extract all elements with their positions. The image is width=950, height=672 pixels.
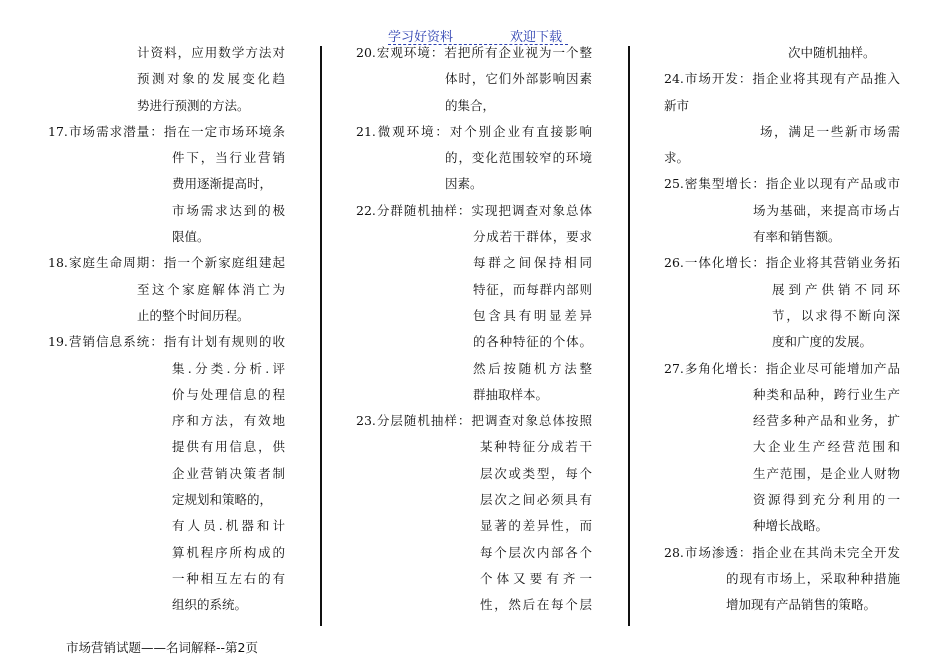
text-line: 有率和销售额。	[753, 229, 841, 245]
text-line: 27.多角化增长：指企业尽可能增加产品	[664, 360, 900, 376]
text-line: 场为基础，来提高市场占	[753, 202, 900, 218]
header-link-download[interactable]: 欢迎下载	[510, 30, 563, 45]
text-line: 17.市场需求潜量：指在一定市场环境条	[48, 123, 285, 139]
text-line: 的现有市场上，采取种种措施	[726, 570, 900, 586]
text-line: 件下，当行业营销	[172, 150, 285, 166]
text-line: 费用逐渐提高时，	[172, 176, 273, 192]
text-line: 28.市场渗透：指企业在其尚未完全开发	[664, 544, 900, 560]
text-line: 群抽取样本。	[473, 386, 549, 402]
text-line: 限值。	[172, 229, 210, 245]
page-footer: 市场营销试题——名词解释--第2页	[66, 640, 258, 655]
text-line: 每个层次内部各个	[480, 544, 592, 560]
text-line: 层次或类型，每个	[480, 465, 592, 481]
text-line: 显著的差异性，而	[480, 518, 592, 534]
text-line: 增加现有产品销售的策略。	[726, 597, 877, 613]
text-line: 每群之间保持相同	[473, 255, 592, 271]
text-line: 提供有用信息，供	[172, 439, 285, 455]
header-link-study[interactable]: 学习好资料	[388, 30, 454, 45]
text-line: 集.分类.分析.评	[172, 360, 285, 376]
text-line: 26.一体化增长：指企业将其营销业务拓	[664, 255, 900, 271]
text-line: 经营多种产品和业务，扩	[753, 413, 900, 429]
text-line: 层次之间必须具有	[480, 492, 592, 508]
text-line: 的集合，	[445, 97, 496, 113]
text-line: 计资料，应用数学方法对	[137, 45, 285, 60]
text-line: 某种特征分成若干	[480, 439, 592, 455]
text-column-right	[0, 40, 900, 619]
text-line: 一种相互左右的有	[172, 570, 285, 586]
text-line: 价与处理信息的程	[172, 386, 285, 402]
text-line: 24.市场开发：指企业将其现有产品推入	[664, 71, 900, 87]
text-line: 23.分层随机抽样：把调查对象总体按照	[356, 413, 592, 429]
text-line: 性，然后在每个层	[480, 597, 592, 613]
text-line: 生产范围，是企业人财物	[753, 465, 900, 481]
text-line: 资源得到充分利用的一	[753, 492, 900, 508]
text-line: 止的整个时间历程。	[137, 307, 250, 323]
text-line: 市场需求达到的极	[172, 202, 285, 218]
text-line: 算机程序所构成的	[172, 544, 285, 560]
text-line: 然后按随机方法整	[473, 360, 592, 376]
text-line: 势进行预测的方法。	[137, 97, 250, 113]
text-line: 预测对象的发展变化趋	[137, 71, 285, 87]
text-line: 至这个家庭解体消亡为	[137, 281, 285, 297]
text-line: 展到产供销不同环	[772, 281, 900, 297]
text-line: 包含具有明显差异	[473, 307, 592, 323]
text-line: 定规划和策略的，	[172, 492, 273, 508]
text-line: 有人员.机器和计	[172, 518, 285, 534]
text-line: 因素。	[445, 176, 483, 192]
text-line: 25.密集型增长：指企业以现有产品或市	[664, 176, 900, 192]
text-line: 种增长战略。	[753, 518, 829, 534]
text-line: 的各种特征的个体。	[473, 334, 592, 350]
text-line: 组织的系统。	[172, 597, 248, 613]
text-line: 求。	[664, 150, 690, 166]
text-line: 体时，它们外部影响因素	[445, 71, 592, 87]
text-line: 19.营销信息系统：指有计划有规则的收	[48, 334, 285, 350]
text-line: 种类和品种，跨行业生产	[753, 386, 900, 402]
text-line: 序和方法，有效地	[172, 413, 285, 429]
text-line: 特征，而每群内部则	[473, 281, 592, 297]
text-line: 节，以求得不断向深	[772, 307, 900, 323]
text-line: 22.分群随机抽样：实现把调查对象总体	[356, 202, 592, 218]
text-line: 分成若干群体，要求	[473, 229, 592, 245]
text-line: 新市	[664, 97, 690, 113]
text-line: 个体又要有齐一	[480, 570, 592, 586]
text-line: 20.宏观环境：若把所有企业视为一个整	[356, 45, 592, 60]
text-line: 21.微观环境：对个别企业有直接影响	[356, 123, 592, 139]
text-line: 场，满足一些新市场需	[760, 123, 900, 139]
text-line: 18.家庭生命周期：指一个新家庭组建起	[48, 255, 285, 271]
text-line: 次中随机抽样。	[788, 45, 876, 60]
text-line: 大企业生产经营范围和	[753, 439, 900, 455]
text-line: 度和广度的发展。	[772, 334, 873, 350]
text-line: 的，变化范围较窄的环境	[445, 150, 592, 166]
text-line: 企业营销决策者制	[172, 465, 285, 481]
